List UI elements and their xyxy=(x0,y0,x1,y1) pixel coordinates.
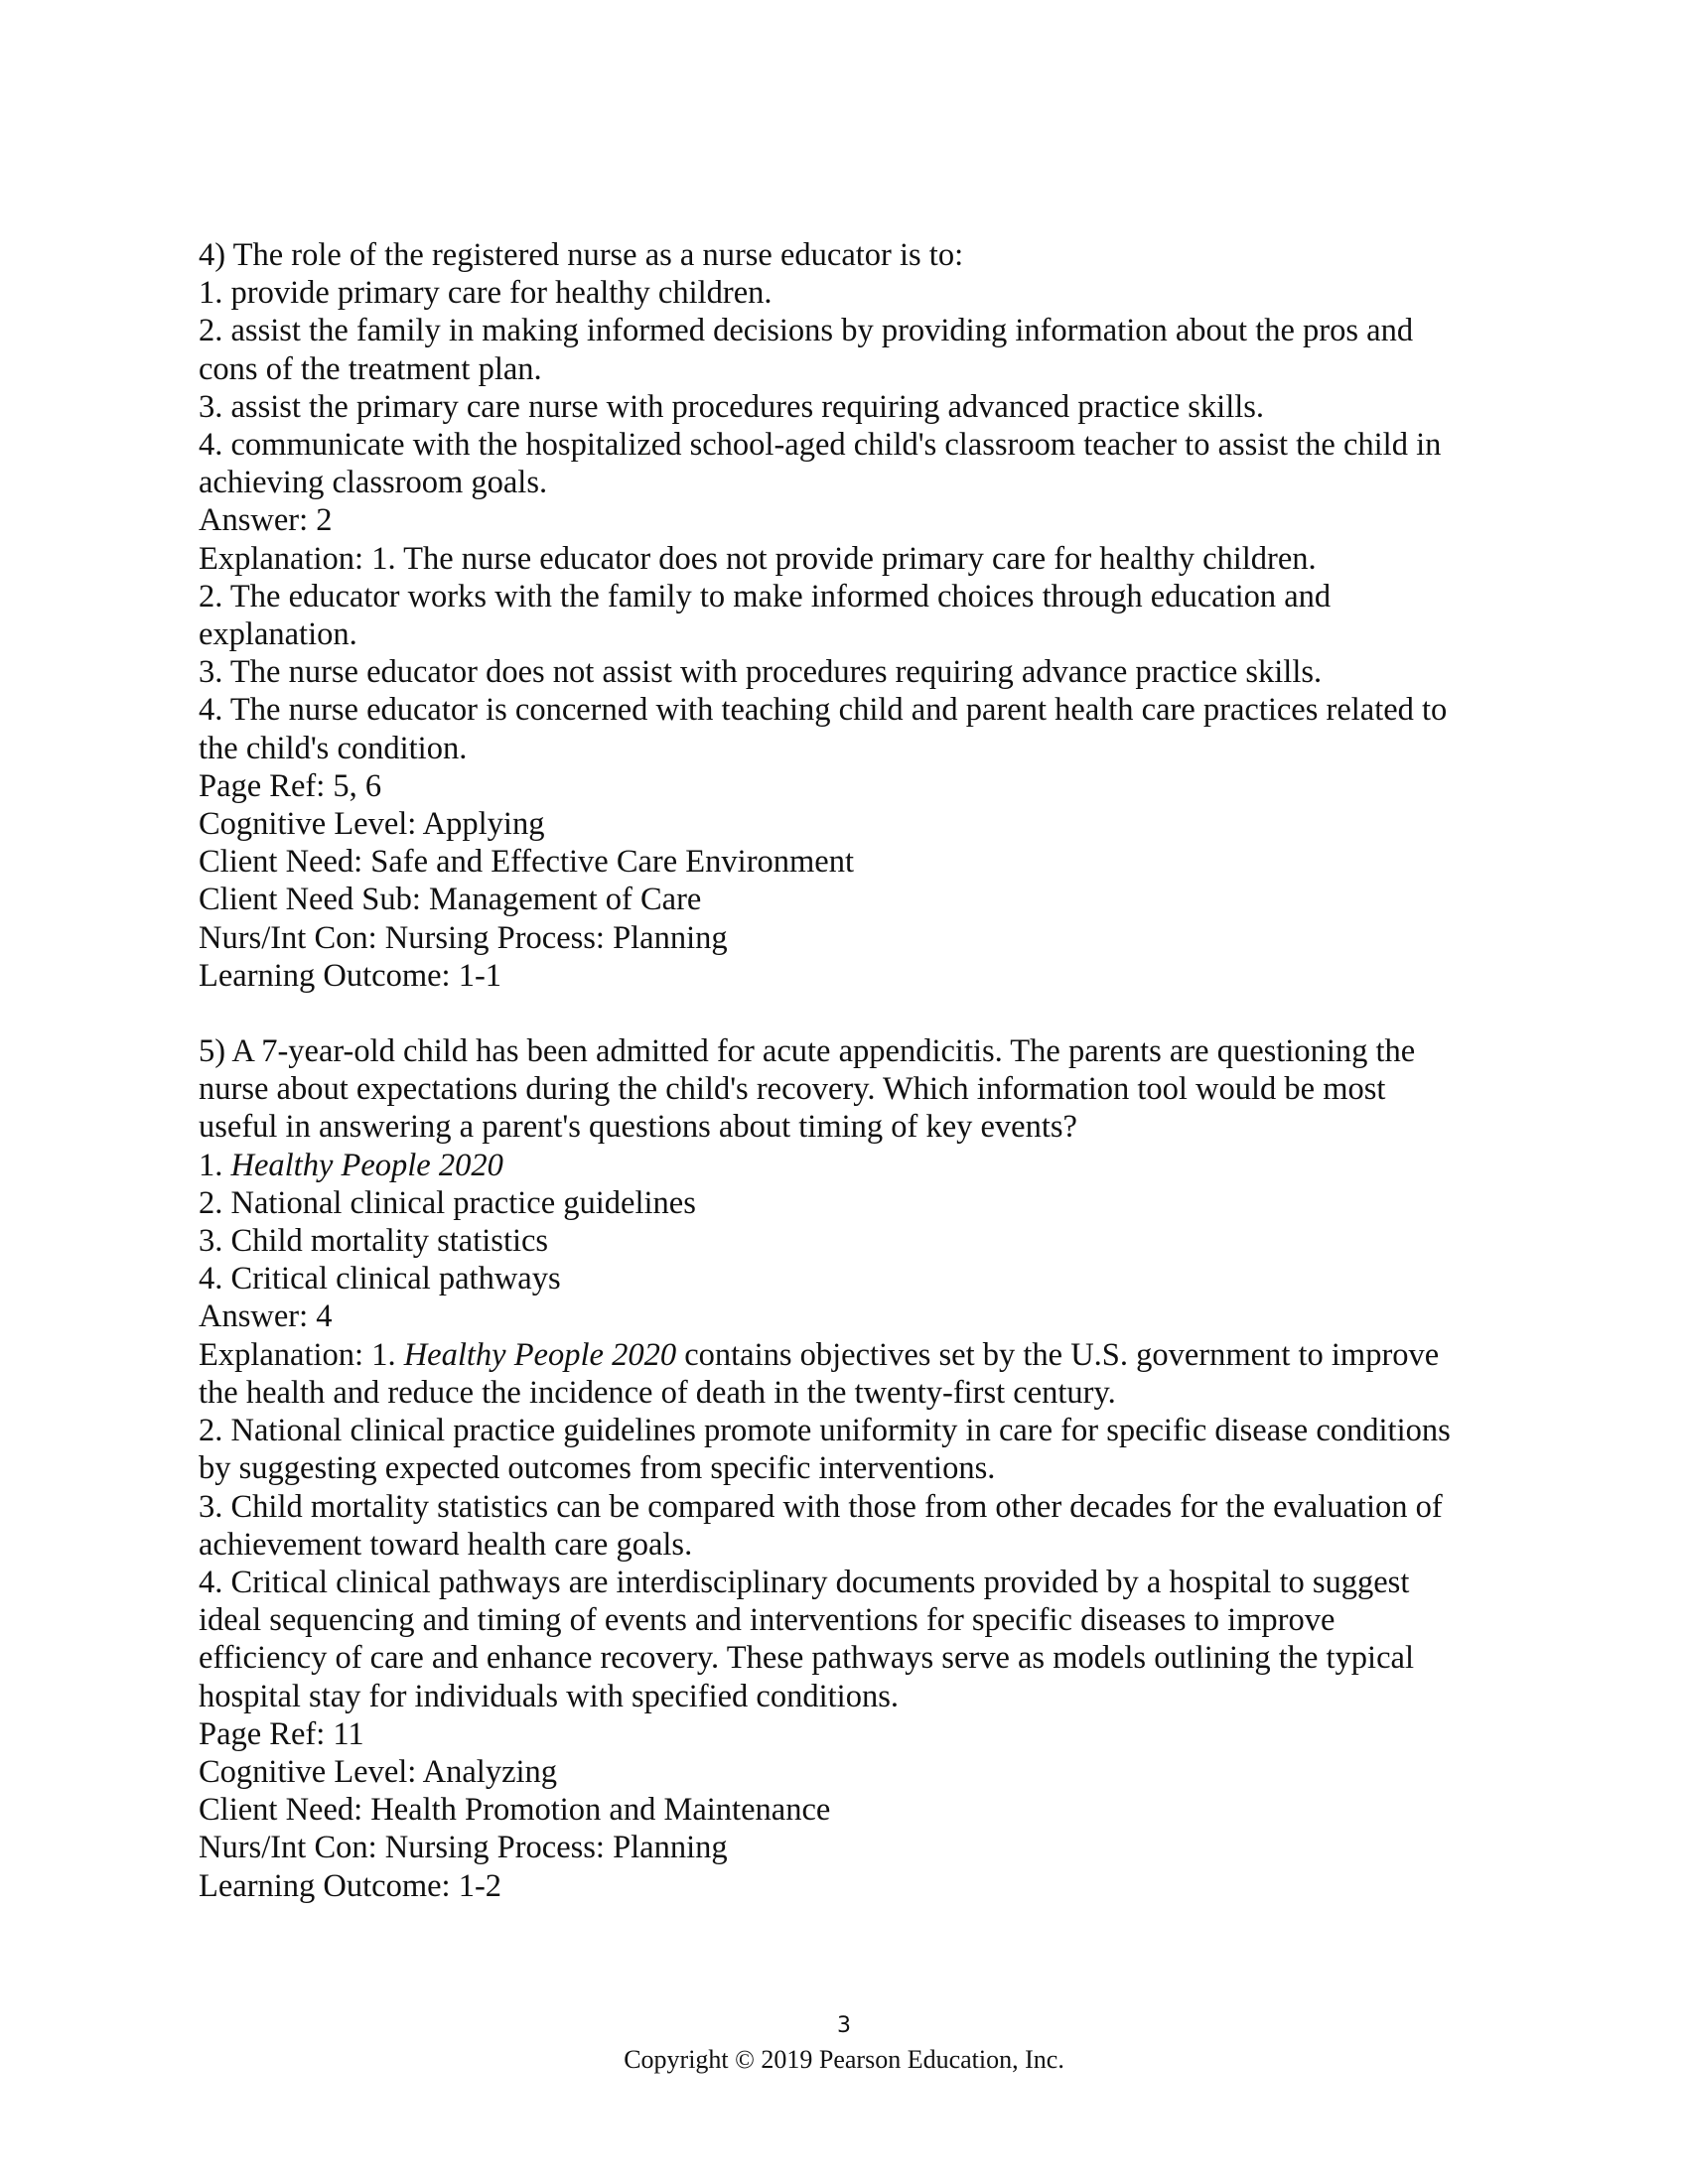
question-5-nurs-int-con: Nurs/Int Con: Nursing Process: Planning xyxy=(199,1830,728,1866)
question-4-cognitive-level: Cognitive Level: Applying xyxy=(199,806,545,843)
question-4-explanation-4-line-2: the child's condition. xyxy=(199,730,468,766)
question-5-explanation-4-line-3: efficiency of care and enhance recovery. These pathways serve as models outlining the typical xyxy=(199,1640,1414,1677)
question-5-explanation-4-line-4: hospital stay for individuals with specified conditions. xyxy=(199,1678,899,1714)
question-5-learning-outcome: Learning Outcome: 1-2 xyxy=(199,1867,502,1904)
question-5-stem-line-2: nurse about expectations during the child's recovery. Which information tool would be most xyxy=(199,1071,1386,1108)
explanation-rest: contains objectives set by the U.S. government to improve xyxy=(676,1336,1440,1373)
question-4-explanation-3: 3. The nurse educator does not assist with procedures requiring advance practice skills. xyxy=(199,654,1323,691)
question-5-explanation-4-line-1: 4. Critical clinical pathways are interdisciplinary documents provided by a hospital to suggest xyxy=(199,1564,1410,1600)
question-4-answer: Answer: 2 xyxy=(199,502,333,539)
question-4-page-ref: Page Ref: 5, 6 xyxy=(199,767,382,804)
question-4-explanation-2-line-2: explanation. xyxy=(199,616,357,653)
question-5-option-3: 3. Child mortality statistics xyxy=(199,1223,549,1260)
question-4-option-2-line-1: 2. assist the family in making informed decisions by providing information about the pros and xyxy=(199,313,1414,349)
question-4-client-need: Client Need: Safe and Effective Care Environment xyxy=(199,844,854,881)
question-5-explanation-1-line-2: the health and reduce the incidence of death in the twenty-first century. xyxy=(199,1374,1116,1411)
option-1-prefix: 1. xyxy=(199,1147,231,1183)
explanation-prefix: Explanation: 1. xyxy=(199,1336,404,1373)
question-5-option-4: 4. Critical clinical pathways xyxy=(199,1261,561,1297)
question-4-option-1: 1. provide primary care for healthy children. xyxy=(199,275,773,312)
question-4-option-2-line-2: cons of the treatment plan. xyxy=(199,350,542,387)
question-4-option-4-line-1: 4. communicate with the hospitalized school-aged child's classroom teacher to assist the child in xyxy=(199,427,1442,464)
question-4 xyxy=(199,236,1489,995)
question-5-explanation-3-line-1: 3. Child mortality statistics can be compared with those from other decades for the evaluation of xyxy=(199,1488,1443,1525)
explanation-title: Healthy People 2020 xyxy=(403,1336,677,1373)
question-5-explanation-3-line-2: achievement toward health care goals. xyxy=(199,1526,693,1563)
question-5-cognitive-level: Cognitive Level: Analyzing xyxy=(199,1753,558,1790)
question-4-client-need-sub: Client Need Sub: Management of Care xyxy=(199,882,702,918)
question-5-client-need: Client Need: Health Promotion and Maintenance xyxy=(199,1792,831,1829)
question-5 xyxy=(199,1032,1489,1905)
question-5-option-2: 2. National clinical practice guidelines xyxy=(199,1184,696,1221)
question-4-explanation-4-line-1: 4. The nurse educator is concerned with teaching child and parent health care practices related to xyxy=(199,692,1448,729)
question-5-stem-line-1: 5) A 7-year-old child has been admitted for acute appendicitis. The parents are questioning the xyxy=(199,1033,1416,1070)
question-4-option-3: 3. assist the primary care nurse with procedures requiring advanced practice skills. xyxy=(199,388,1265,425)
question-4-stem: 4) The role of the registered nurse as a nurse educator is to: xyxy=(199,237,964,273)
copyright-notice: Copyright © 2019 Pearson Education, Inc. xyxy=(624,2045,1064,2074)
question-5-stem-line-3: useful in answering a parent's questions about timing of key events? xyxy=(199,1109,1077,1146)
question-5-explanation-1-line-1 xyxy=(199,1336,1489,1374)
question-5-answer: Answer: 4 xyxy=(199,1298,333,1335)
question-5-explanation-2-line-2: by suggesting expected outcomes from specific interventions. xyxy=(199,1450,996,1487)
question-4-explanation-1: Explanation: 1. The nurse educator does not provide primary care for healthy children. xyxy=(199,540,1317,577)
question-4-option-4-line-2: achieving classroom goals. xyxy=(199,465,548,501)
question-5-explanation-2-line-1: 2. National clinical practice guidelines promote uniformity in care for specific disease conditions xyxy=(199,1413,1451,1449)
question-5-page-ref: Page Ref: 11 xyxy=(199,1715,364,1752)
page-number: 3 xyxy=(837,2013,851,2038)
question-5-option-1 xyxy=(199,1147,1489,1184)
page-content xyxy=(199,236,1489,1905)
question-4-learning-outcome: Learning Outcome: 1-1 xyxy=(199,957,502,994)
question-5-explanation-4-line-2: ideal sequencing and timing of events and interventions for specific diseases to improve xyxy=(199,1602,1336,1639)
question-4-explanation-2-line-1: 2. The educator works with the family to make informed choices through education and xyxy=(199,578,1332,614)
option-1-title: Healthy People 2020 xyxy=(230,1147,503,1183)
question-4-nurs-int-con: Nurs/Int Con: Nursing Process: Planning xyxy=(199,919,728,956)
